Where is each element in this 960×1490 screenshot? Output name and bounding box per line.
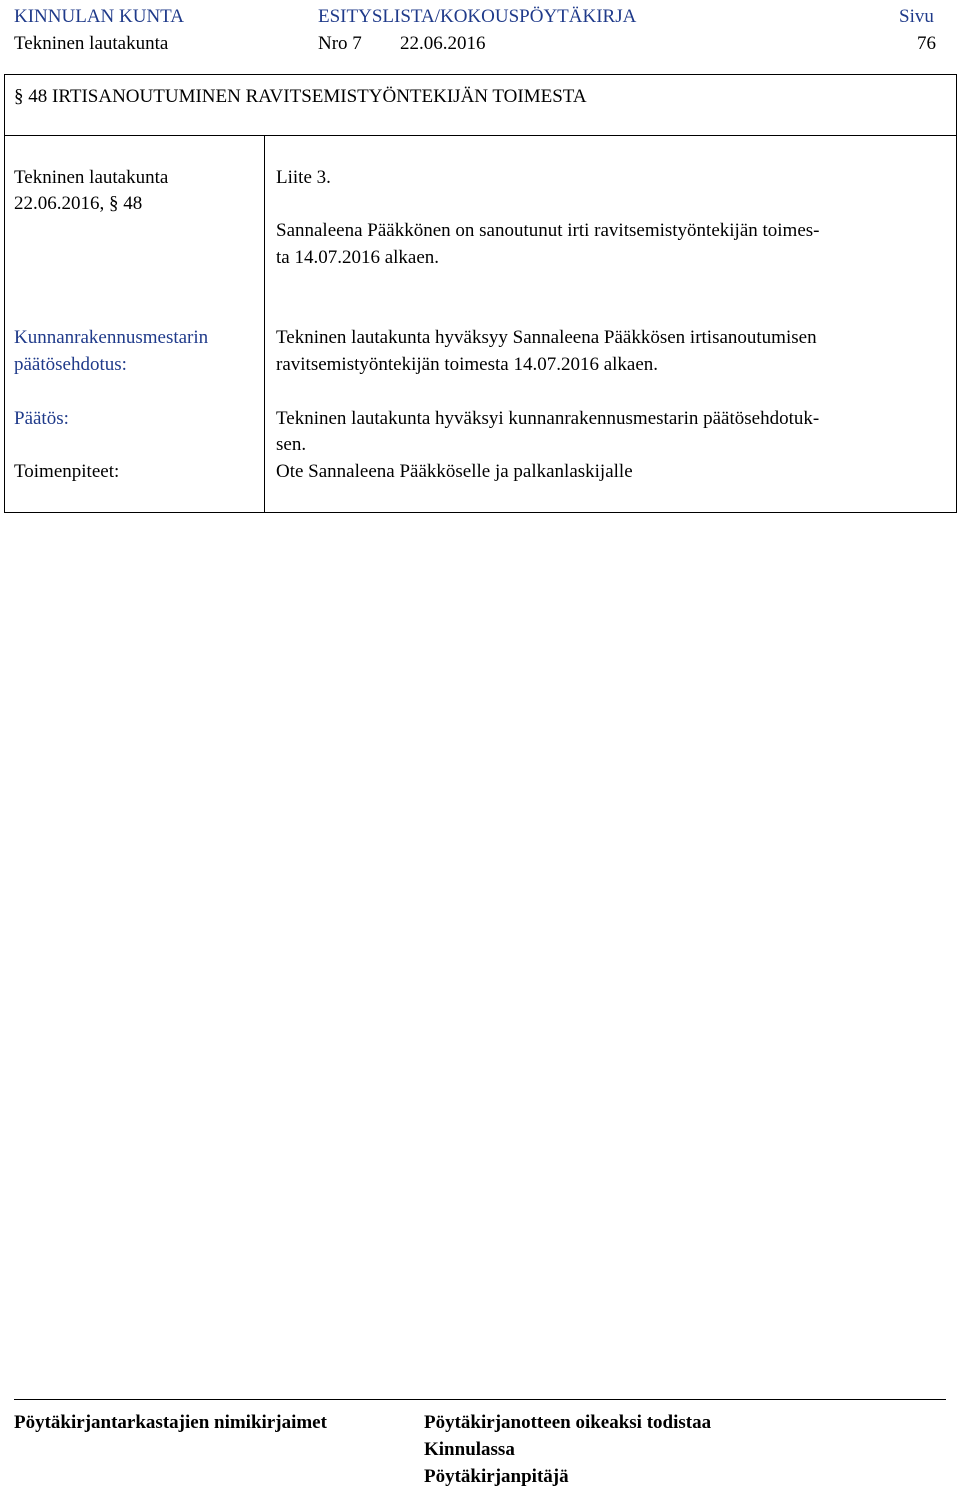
proposal-label-line-2: päätösehdotus: xyxy=(14,354,127,375)
footer-inspectors-initials: Pöytäkirjantarkastajien nimikirjaimet xyxy=(14,1412,327,1433)
column-divider xyxy=(264,135,265,513)
reference-committee: Tekninen lautakunta xyxy=(14,167,169,188)
frame-top-border xyxy=(4,74,957,75)
decision-text-line-1: Tekninen lautakunta hyväksyi kunnanrakennusmestarin päätösehdotuk- xyxy=(276,408,820,429)
frame-right-border xyxy=(956,74,957,513)
frame-bottom-border xyxy=(4,512,957,513)
footer-divider xyxy=(14,1399,946,1400)
document-type: ESITYSLISTA/KOKOUSPÖYTÄKIRJA xyxy=(318,6,637,27)
committee-name: Tekninen lautakunta xyxy=(14,33,169,54)
body-text-line-1: Sannaleena Pääkkönen on sanoutunut irti ravitsemistyöntekijän toimes- xyxy=(276,220,820,241)
meeting-date: 22.06.2016 xyxy=(400,33,486,54)
proposal-text-line-2: ravitsemistyöntekijän toimesta 14.07.2016 alkaen. xyxy=(276,354,659,375)
decision-text-line-2: sen. xyxy=(276,434,307,455)
title-divider xyxy=(4,135,957,136)
meeting-number: Nro 7 xyxy=(318,33,362,54)
proposal-label-line-1: Kunnanrakennusmestarin xyxy=(14,327,209,348)
municipality-name: KINNULAN KUNTA xyxy=(14,6,184,27)
section-title: § 48 IRTISANOUTUMINEN RAVITSEMISTYÖNTEKIJÄN TOIMESTA xyxy=(14,86,587,107)
actions-text: Ote Sannaleena Pääkköselle ja palkanlaskijalle xyxy=(276,461,633,482)
page-number: 76 xyxy=(917,33,936,54)
proposal-text-line-1: Tekninen lautakunta hyväksyy Sannaleena Pääkkösen irtisanoutumisen xyxy=(276,327,817,348)
attachment-reference: Liite 3. xyxy=(276,167,331,188)
decision-label: Päätös: xyxy=(14,408,69,429)
reference-date-section: 22.06.2016, § 48 xyxy=(14,193,143,214)
footer-place: Kinnulassa xyxy=(424,1439,515,1460)
actions-label: Toimenpiteet: xyxy=(14,461,120,482)
page-label: Sivu xyxy=(899,6,934,27)
body-text-line-2: ta 14.07.2016 alkaen. xyxy=(276,247,440,268)
frame-left-border xyxy=(4,74,5,513)
footer-certification: Pöytäkirjanotteen oikeaksi todistaa xyxy=(424,1412,712,1433)
footer-minutes-keeper: Pöytäkirjanpitäjä xyxy=(424,1466,569,1487)
